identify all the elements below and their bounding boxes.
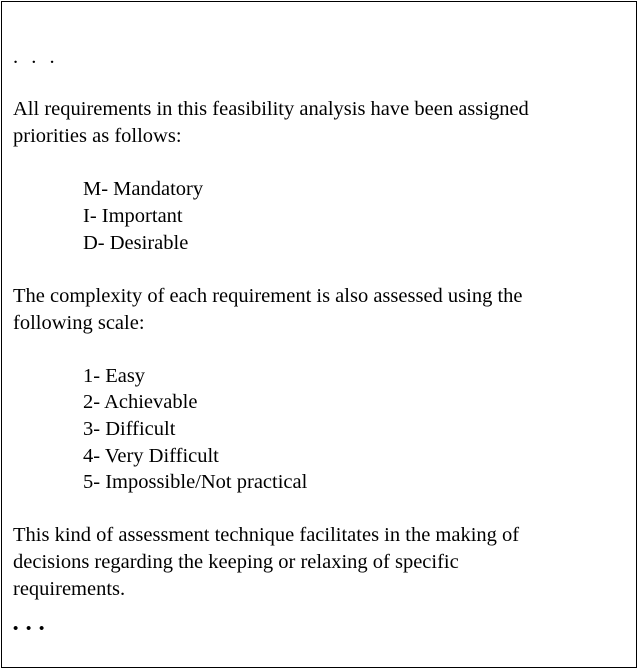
- scale-item-achievable: 2- Achievable: [83, 391, 198, 413]
- ellipsis-top: . . .: [13, 46, 59, 68]
- paragraph-3-line-3: requirements.: [13, 578, 126, 600]
- scale-item-very-difficult: 4- Very Difficult: [83, 445, 219, 467]
- scale-item-difficult: 3- Difficult: [83, 418, 176, 440]
- paragraph-1-line-2: priorities as follows:: [13, 125, 182, 147]
- priority-item-important: I- Important: [83, 205, 183, 227]
- paragraph-2-line-1: The complexity of each requirement is also assessed using the: [13, 285, 523, 307]
- document-frame: [1, 1, 637, 668]
- ellipsis-bottom: • • •: [13, 621, 47, 637]
- paragraph-3-line-2: decisions regarding the keeping or relaxing of specific: [13, 551, 459, 573]
- paragraph-1-line-1: All requirements in this feasibility analysis have been assigned: [13, 98, 529, 120]
- paragraph-2-line-2: following scale:: [13, 312, 145, 334]
- scale-item-easy: 1- Easy: [83, 365, 146, 387]
- priority-item-desirable: D- Desirable: [83, 232, 189, 254]
- priority-item-mandatory: M- Mandatory: [83, 178, 204, 200]
- paragraph-3-line-1: This kind of assessment technique facilitates in the making of: [13, 524, 520, 546]
- scale-item-impossible: 5- Impossible/Not practical: [83, 471, 308, 493]
